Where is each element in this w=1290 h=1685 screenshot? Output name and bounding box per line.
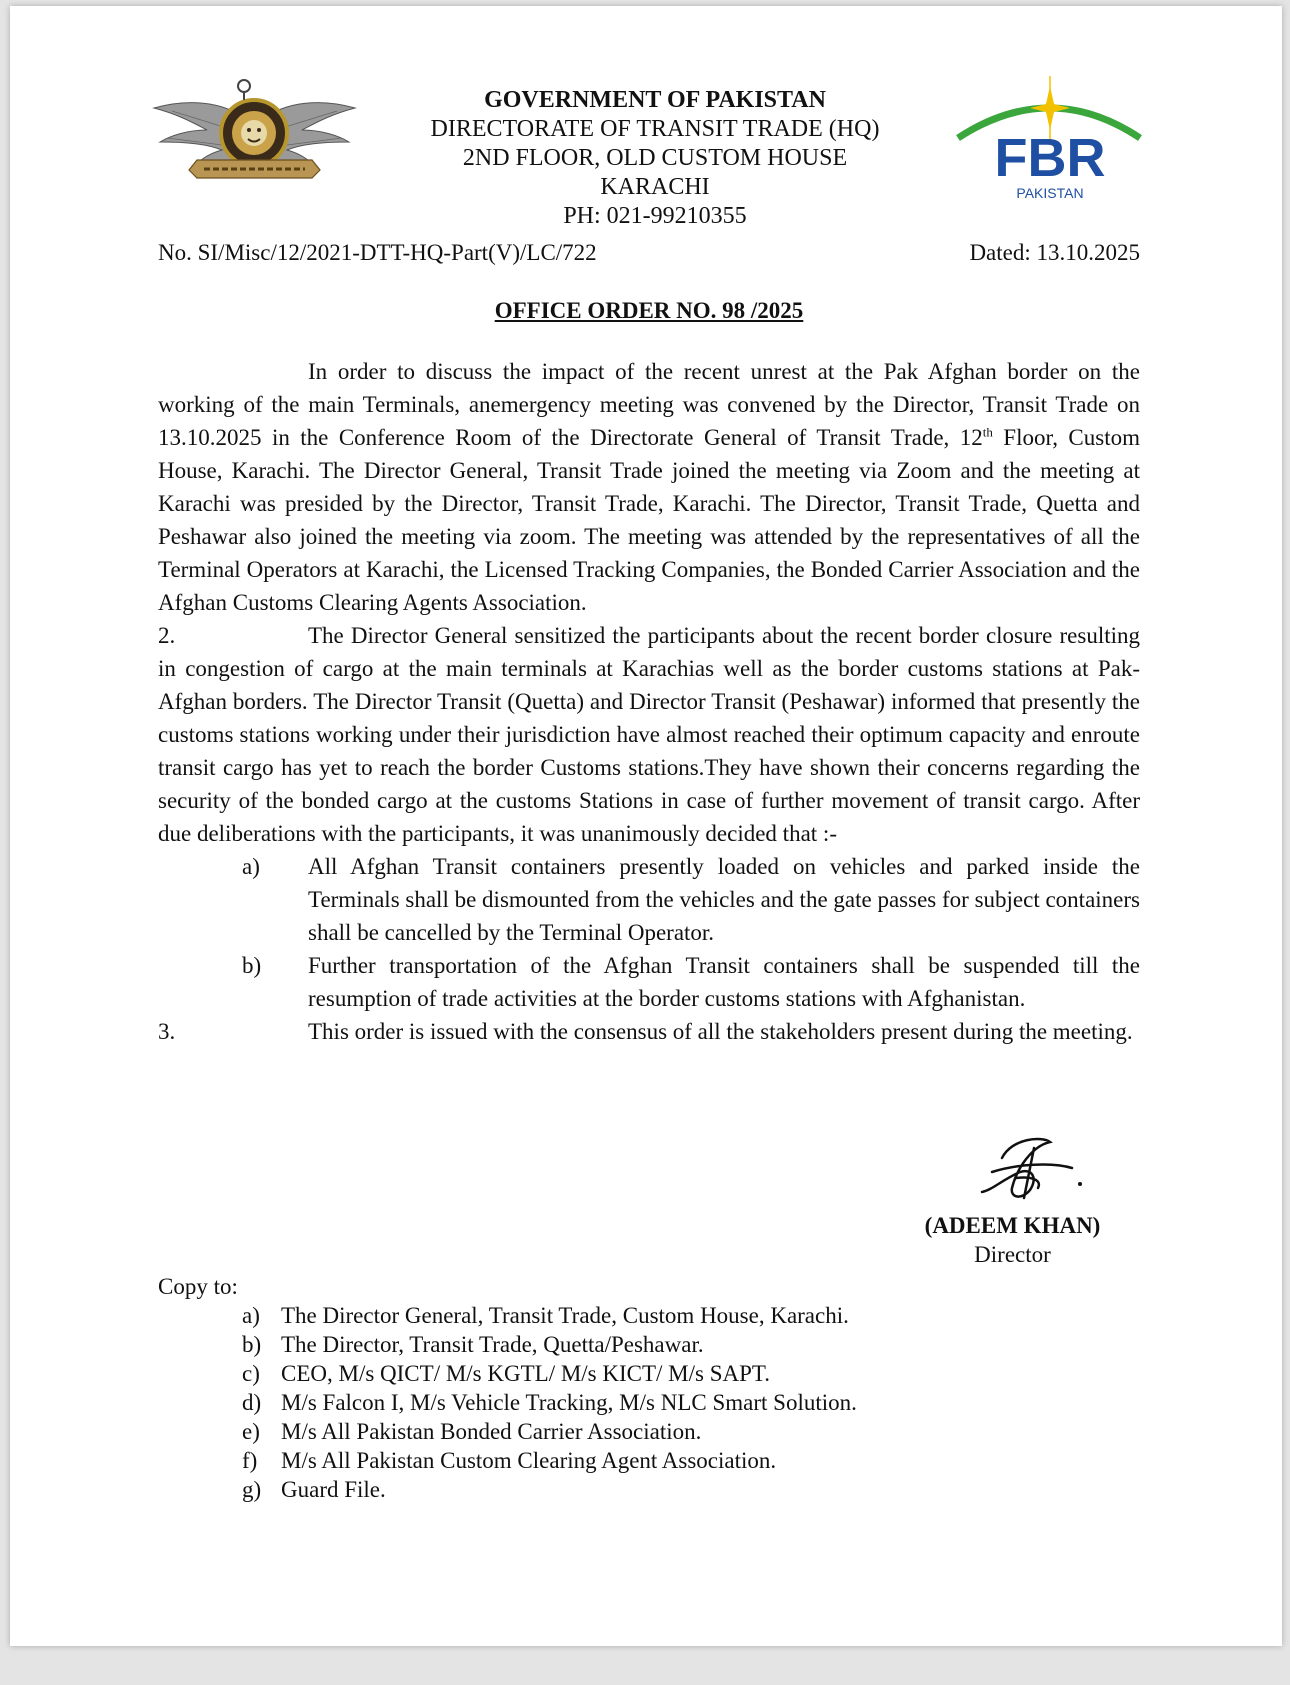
reference-line <box>158 240 1140 266</box>
copy-item <box>158 1330 1058 1359</box>
copy-recipient: M/s All Pakistan Custom Clearing Agent Association. <box>281 1448 777 1473</box>
copy-label: b) <box>242 1332 262 1357</box>
signatory-title: Director <box>974 1242 1051 1267</box>
copy-item <box>158 1301 1058 1330</box>
copy-item <box>158 1446 1058 1475</box>
signature-icon <box>972 1128 1090 1208</box>
address-line: 2ND FLOOR, OLD CUSTOM HOUSE <box>462 145 848 171</box>
customs-emblem-icon <box>152 78 357 193</box>
copy-item <box>158 1359 1058 1388</box>
copy-recipient: Guard File. <box>281 1477 386 1502</box>
copy-label: g) <box>242 1477 262 1502</box>
copy-recipient: M/s Falcon I, M/s Vehicle Tracking, M/s NLC Smart Solution. <box>281 1390 857 1415</box>
paragraph-3 <box>158 1015 1140 1048</box>
fbr-wordmark: FBR <box>994 128 1106 188</box>
copy-recipient: CEO, M/s QICT/ M/s KGTL/ M/s KICT/ M/s SAPT. <box>281 1361 771 1386</box>
phone: PH: 021-99210355 <box>563 203 747 229</box>
directorate-name: DIRECTORATE OF TRANSIT TRADE (HQ) <box>430 116 880 142</box>
decision-item <box>158 949 1140 1015</box>
paragraph-2 <box>158 619 1140 850</box>
government-title: GOVERNMENT OF PAKISTAN <box>484 87 826 113</box>
letterhead <box>390 86 920 231</box>
paragraph-3-text: This order is issued with the consensus of all the stakeholders present during the meeting. <box>308 1019 1133 1044</box>
fbr-logo-icon <box>950 76 1150 206</box>
copy-label: e) <box>242 1419 260 1444</box>
paragraph-1-text-cont: Floor, Custom House, Karachi. The Director General, Transit Trade joined the meeting via Zoom and the meeting at Karachi was presided by the Director, Transit Trade, Karachi. The Director, Transit Trade, Quetta and Peshawar also joined the meeting via zoom. The meeting was attended by the representatives of all the Terminal Operators at Karachi, the Licensed Tracking Companies, the Bonded Carrier Association and the Afghan Customs Clearing Agents Association. <box>158 425 1140 615</box>
copy-to-heading: Copy to: <box>158 1274 238 1299</box>
paragraph-2-text: The Director General sensitized the participants about the recent border closure resulting in congestion of cargo at the main terminals at Karachias well as the border customs stations at Pak-Afghan borders. The Director Transit (Quetta) and Director Transit (Peshawar) informed that presently the customs stations working under their jurisdiction have almost reached their optimum capacity and enroute transit cargo has yet to reach the border Customs stations.They have shown their concerns regarding the security of the bonded cargo at the customs Stations in case of further movement of transit cargo. After due deliberations with the participants, it was unanimously decided that :- <box>158 623 1140 846</box>
copy-recipient: The Director General, Transit Trade, Custom House, Karachi. <box>281 1303 849 1328</box>
copy-recipient: M/s All Pakistan Bonded Carrier Association. <box>281 1419 702 1444</box>
copy-label: c) <box>242 1361 260 1386</box>
decision-text: Further transportation of the Afghan Transit containers shall be suspended till the resumption of trade activities at the border customs stations with Afghanistan. <box>308 953 1140 1011</box>
decision-label: a) <box>242 854 260 879</box>
reference-number: No. SI/Misc/12/2021-DTT-HQ-Part(V)/LC/722 <box>158 240 597 265</box>
paragraph-1-text: In order to discuss the impact of the recent unrest at the Pak Afghan border on the working of the main Terminals, anemergency meeting was convened by the Director, Transit Trade on 13.10.2025 in the Conference Room of the Directorate General of Transit Trade, 12 <box>158 359 1140 450</box>
decision-label: b) <box>242 953 262 978</box>
copy-item <box>158 1475 1058 1504</box>
signatory <box>890 1211 1135 1269</box>
copy-item <box>158 1388 1058 1417</box>
ordinal-suffix: th <box>982 424 993 440</box>
copy-label: a) <box>242 1303 260 1328</box>
copy-to-list <box>158 1272 1058 1504</box>
paragraph-1 <box>158 355 1140 619</box>
order-title: OFFICE ORDER NO. 98 /2025 <box>494 298 804 323</box>
decision-text: All Afghan Transit containers presently loaded on vehicles and parked inside the Terminals shall be dismounted from the vehicles and the gate passes for subject containers shall be cancelled by the Terminal Operator. <box>308 854 1140 945</box>
order-body <box>158 355 1140 1048</box>
copy-label: d) <box>242 1390 262 1415</box>
signatory-name: (ADEEM KHAN) <box>924 1213 1101 1238</box>
copy-recipient: The Director, Transit Trade, Quetta/Peshawar. <box>281 1332 704 1357</box>
paragraph-number: 2. <box>158 623 176 648</box>
paragraph-number: 3. <box>158 1019 176 1044</box>
fbr-country: PAKISTAN <box>1016 185 1084 201</box>
copy-label: f) <box>242 1448 258 1473</box>
decision-item <box>158 850 1140 949</box>
document-page <box>10 6 1282 1646</box>
city: KARACHI <box>600 174 710 200</box>
order-date: Dated: 13.10.2025 <box>969 240 1140 265</box>
copy-item <box>158 1417 1058 1446</box>
